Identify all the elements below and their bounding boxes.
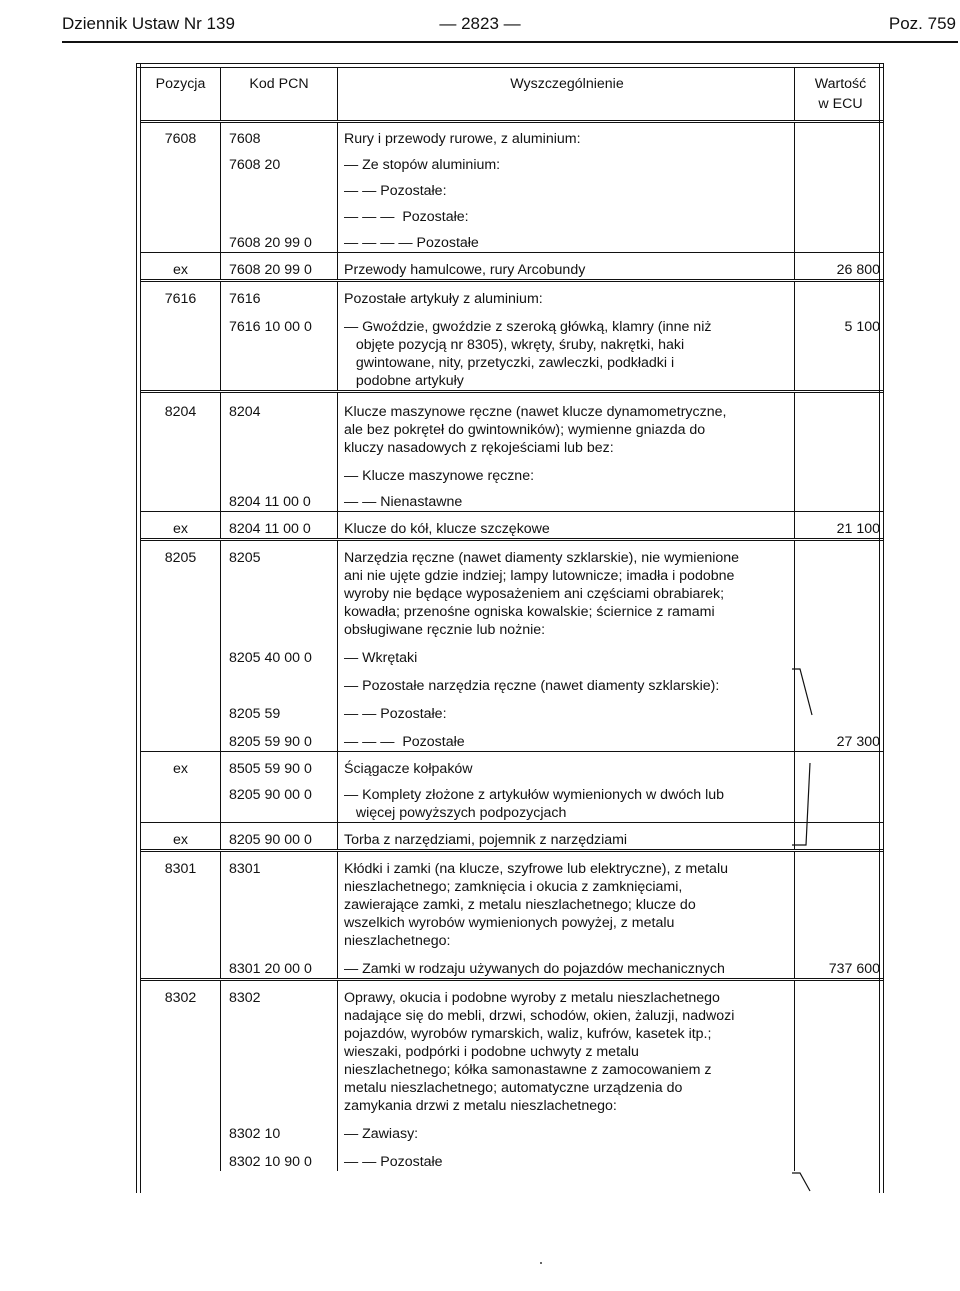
row-kod-pcn: 7616 10 00 0 (221, 308, 338, 392)
column-header-kod-pcn: Kod PCN (221, 68, 338, 122)
row-wartosc (795, 457, 885, 485)
row-pozycja (141, 778, 221, 823)
row-kod-pcn: 8205 90 00 0 (221, 823, 338, 851)
row-wartosc (795, 485, 885, 512)
row-wyszczegolnienie: — — Pozostałe: (338, 174, 795, 200)
frame-border-left (136, 63, 137, 1193)
row-wartosc (795, 148, 885, 174)
row-wyszczegolnienie: Przewody hamulcowe, rury Arcobundy (338, 253, 795, 281)
row-pozycja: ex (141, 253, 221, 281)
row-pozycja: 7616 (141, 281, 221, 309)
bracket-27300 (786, 655, 816, 855)
row-wartosc: 5 100 (795, 308, 885, 392)
row-pozycja (141, 200, 221, 226)
row-wyszczegolnienie: Klucze maszynowe ręczne (nawet klucze dynamometryczne, ale bez pokręteł do gwintowników); wymienne gniazda do kluczy nasadowych z rękojeściami lub bez: (338, 392, 795, 458)
table-row (141, 723, 884, 752)
row-wyszczegolnienie: — Ze stopów aluminium: (338, 148, 795, 174)
row-pozycja (141, 667, 221, 695)
row-kod-pcn: 8301 20 00 0 (221, 950, 338, 980)
row-kod-pcn (221, 667, 338, 695)
table-row (141, 639, 884, 667)
tariff-table (141, 68, 884, 1171)
table-row (141, 457, 884, 485)
table-row (141, 752, 884, 779)
row-wyszczegolnienie: Ściągacze kołpaków (338, 752, 795, 779)
bracket-lower-stroke (792, 763, 810, 845)
row-kod-pcn: 8205 59 90 0 (221, 723, 338, 752)
row-wartosc (795, 851, 885, 951)
table-row (141, 1143, 884, 1171)
column-header-pozycja: Pozycja (155, 76, 206, 92)
row-kod-pcn: 8204 11 00 0 (221, 512, 338, 540)
row-wartosc (795, 174, 885, 200)
row-wartosc: 737 600 (795, 950, 885, 980)
table-row (141, 667, 884, 695)
table-row (141, 392, 884, 458)
row-wyszczegolnienie: Torba z narzędziami, pojemnik z narzędziami (338, 823, 795, 851)
row-wyszczegolnienie: — — — Pozostałe: (338, 200, 795, 226)
row-wyszczegolnienie: — — Pozostałe: (338, 695, 795, 723)
row-pozycja: 8302 (141, 980, 221, 1116)
row-wyszczegolnienie: Narzędzia ręczne (nawet diamenty szklarskie), nie wymienione ani nie ujęte gdzie indziej; lampy lutownicze; imadła i podobne wyroby nie będące wyposażeniem ani częściami obrabiarek; kowadła; przenośne ogniska kowalskie; ściernice z ramami obsługiwane ręcznie lub nożnie: (338, 540, 795, 640)
row-pozycja (141, 308, 221, 392)
row-kod-pcn: 7608 20 99 0 (221, 226, 338, 253)
bracket-upper-stroke (792, 669, 812, 715)
row-kod-pcn: 8302 (221, 980, 338, 1116)
row-kod-pcn: 8205 59 (221, 695, 338, 723)
row-pozycja: 8301 (141, 851, 221, 951)
table-row (141, 695, 884, 723)
row-wyszczegolnienie: — Zawiasy: (338, 1115, 795, 1143)
table-row (141, 778, 884, 823)
row-wyszczegolnienie: — — Nienastawne (338, 485, 795, 512)
row-wartosc (795, 122, 885, 149)
row-wyszczegolnienie: — Zamki w rodzaju używanych do pojazdów mechanicznych (338, 950, 795, 980)
table-row (141, 485, 884, 512)
row-wartosc (795, 200, 885, 226)
table-body (141, 122, 884, 1172)
row-pozycja (141, 1143, 221, 1171)
bracket-8302-stroke (792, 1173, 810, 1191)
row-wartosc (795, 1115, 885, 1143)
row-wartosc: 27 300 (795, 723, 885, 752)
row-pozycja (141, 226, 221, 253)
row-pozycja: ex (141, 512, 221, 540)
row-wartosc (795, 392, 885, 458)
row-wyszczegolnienie: — — — — Pozostałe (338, 226, 795, 253)
row-kod-pcn: 8301 (221, 851, 338, 951)
table-row (141, 174, 884, 200)
table-row (141, 253, 884, 281)
table-row (141, 308, 884, 392)
row-kod-pcn (221, 457, 338, 485)
table-row (141, 226, 884, 253)
row-pozycja: ex (141, 752, 221, 779)
row-pozycja (141, 457, 221, 485)
column-header-wartosc: Wartość w ECU (795, 68, 885, 122)
row-pozycja (141, 950, 221, 980)
row-kod-pcn: 7608 20 (221, 148, 338, 174)
row-kod-pcn: 7608 (221, 122, 338, 149)
row-kod-pcn: 8205 40 00 0 (221, 639, 338, 667)
page-number: — 2823 — (439, 14, 521, 33)
row-kod-pcn (221, 200, 338, 226)
row-kod-pcn: 8204 (221, 392, 338, 458)
table-row (141, 148, 884, 174)
table-row (141, 122, 884, 149)
row-wartosc (795, 980, 885, 1116)
row-wyszczegolnienie: — Komplety złożone z artykułów wymienionych w dwóch lub więcej powyższych podpozycjach (338, 778, 795, 823)
row-pozycja (141, 174, 221, 200)
row-kod-pcn: 8204 11 00 0 (221, 485, 338, 512)
row-kod-pcn: 8302 10 (221, 1115, 338, 1143)
row-wyszczegolnienie: Kłódki i zamki (na klucze, szyfrowe lub elektryczne), z metalu nieszlachetnego; zamknięcia i okucia z zamknięciami, zawierające zamki, z metalu nieszlachetnego; klucze do wszelkich wyrobów wymienionych powyżej, z metalu nieszlachetnego: (338, 851, 795, 951)
row-kod-pcn: 8205 90 00 0 (221, 778, 338, 823)
table-row (141, 512, 884, 540)
journal-title: Dziennik Ustaw Nr 139 (62, 14, 235, 33)
table-row (141, 980, 884, 1116)
row-pozycja (141, 723, 221, 752)
row-wyszczegolnienie: Oprawy, okucia i podobne wyroby z metalu nieszlachetnego nadające się do mebli, drzwi, schodów, okien, żaluzji, nadwozi pojazdów, wyrobów rymarskich, waliz, kufrów, kasetek itp.; wieszaki, podpórki i podobne uchwyty z metalu nieszlachetnego; kółka samonastawne z zamocowaniem z metalu nieszlachetnego; automatyczne urządzenia do zamykania drzwi z metalu nieszlachetnego: (338, 980, 795, 1116)
row-wartosc (795, 226, 885, 253)
table-row (141, 540, 884, 640)
row-wyszczegolnienie: Pozostałe artykuły z aluminium: (338, 281, 795, 309)
row-wartosc: 21 100 (795, 512, 885, 540)
header-rule (62, 41, 958, 43)
row-wyszczegolnienie: Klucze do kół, klucze szczękowe (338, 512, 795, 540)
row-kod-pcn: 7616 (221, 281, 338, 309)
table-row (141, 950, 884, 980)
table-row (141, 281, 884, 309)
row-pozycja: 8205 (141, 540, 221, 640)
row-wyszczegolnienie: — Gwoździe, gwoździe z szeroką główką, klamry (inne niż objęte pozycją nr 8305), wkręty, śruby, nakrętki, haki gwintowane, nity, przetyczki, zawleczki, podkładki i podobne artykuły (338, 308, 795, 392)
row-kod-pcn (221, 174, 338, 200)
row-kod-pcn: 8302 10 90 0 (221, 1143, 338, 1171)
row-wyszczegolnienie: — — Pozostałe (338, 1143, 795, 1171)
table-header-row (141, 68, 884, 122)
row-wyszczegolnienie: — Wkrętaki (338, 639, 795, 667)
row-wartosc (795, 540, 885, 640)
row-pozycja (141, 148, 221, 174)
row-kod-pcn: 8205 (221, 540, 338, 640)
row-pozycja (141, 695, 221, 723)
frame-border-top (136, 63, 884, 64)
row-kod-pcn: 7608 20 99 0 (221, 253, 338, 281)
row-pozycja (141, 485, 221, 512)
table-row (141, 823, 884, 851)
row-pozycja: 7608 (141, 122, 221, 149)
table-row (141, 851, 884, 951)
table-row (141, 200, 884, 226)
table-row (141, 1115, 884, 1143)
bracket-8302 (786, 1163, 816, 1193)
row-wyszczegolnienie: — — — Pozostałe (338, 723, 795, 752)
row-pozycja: ex (141, 823, 221, 851)
row-pozycja: 8204 (141, 392, 221, 458)
row-wyszczegolnienie: Rury i przewody rurowe, z aluminium: (338, 122, 795, 149)
position-number: Poz. 759 (888, 14, 956, 33)
row-wartosc (795, 281, 885, 309)
row-wyszczegolnienie: — Klucze maszynowe ręczne: (338, 457, 795, 485)
row-kod-pcn: 8505 59 90 0 (221, 752, 338, 779)
row-wartosc: 26 800 (795, 253, 885, 281)
row-pozycja (141, 1115, 221, 1143)
scan-artifact (540, 1262, 542, 1264)
column-header-wyszczegolnienie: Wyszczególnienie (338, 68, 795, 122)
row-pozycja (141, 639, 221, 667)
tariff-table-frame (136, 63, 884, 1193)
row-wyszczegolnienie: — Pozostałe narzędzia ręczne (nawet diamenty szklarskie): (338, 667, 795, 695)
